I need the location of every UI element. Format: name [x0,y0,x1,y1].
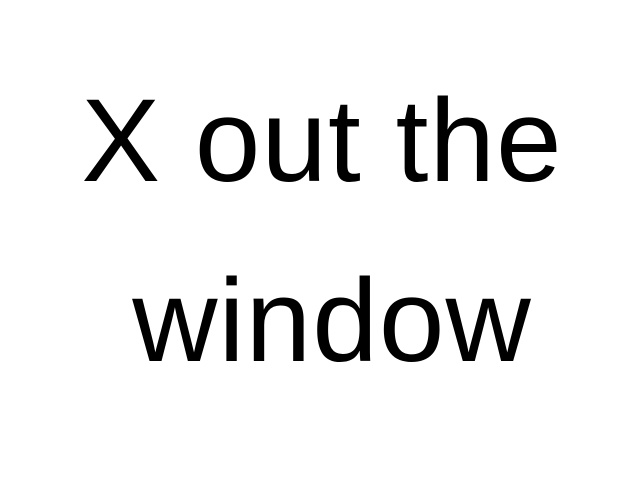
message-line-1: X out the [81,75,563,207]
message-line-2: window [132,255,532,387]
